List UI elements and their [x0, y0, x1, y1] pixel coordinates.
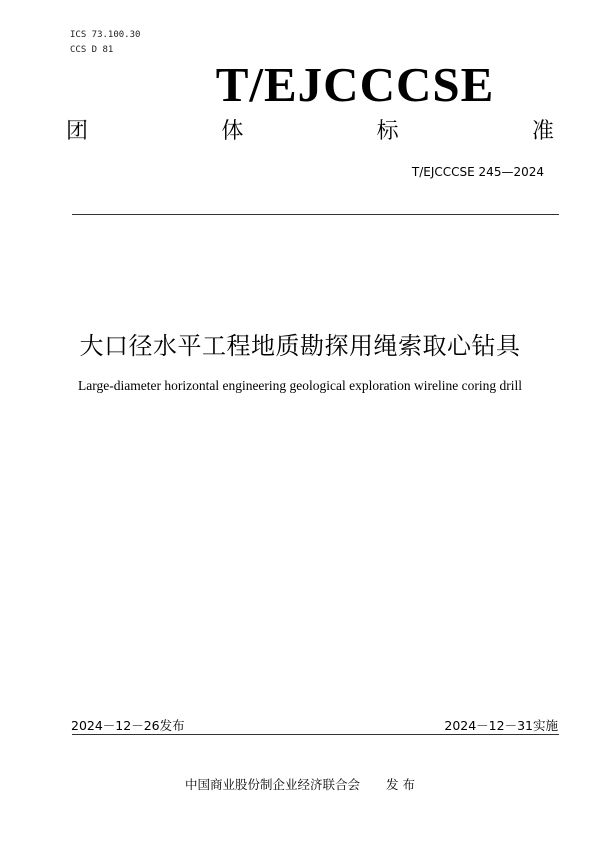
- document-title-chinese: 大口径水平工程地质勘探用绳索取心钻具: [79, 332, 521, 360]
- publisher-name: 中国商业股份制企业经济联合会: [185, 777, 361, 792]
- standard-number: T/EJCCCSE 245—2024: [411, 165, 544, 179]
- standard-type-char: 准: [531, 119, 554, 144]
- publish-date: 2024－12－26发布: [71, 718, 185, 733]
- publisher-line: [0, 775, 600, 793]
- standard-type-heading: [66, 114, 554, 145]
- implementation-date: 2024－12－31实施: [444, 718, 558, 733]
- standard-logo: T/EJCCCSE: [215, 57, 495, 112]
- standard-type-char: 标: [376, 119, 399, 144]
- ics-code: ICS 73.100.30: [70, 30, 141, 40]
- publish-verb: 发 布: [386, 777, 415, 792]
- standard-type-char: 体: [221, 119, 244, 144]
- ccs-code: CCS D 81: [70, 45, 114, 55]
- header-divider: [72, 214, 559, 215]
- standard-type-char: 团: [66, 119, 89, 144]
- document-title-english: Large-diameter horizontal engineering geological exploration wireline coring drill: [78, 378, 522, 393]
- footer-divider: [72, 734, 559, 735]
